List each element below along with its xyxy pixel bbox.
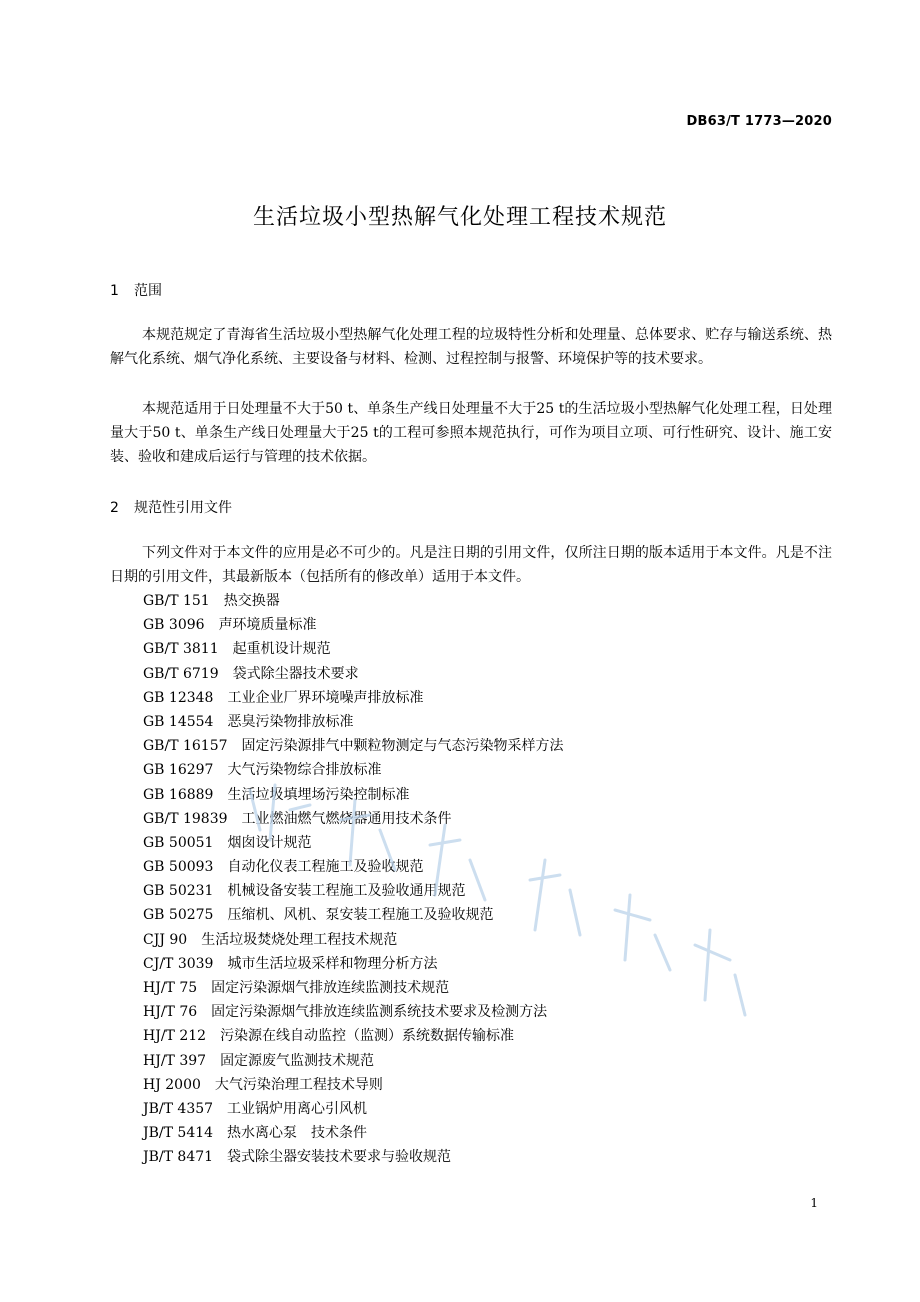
reference-code: GB/T 3811 <box>143 641 219 658</box>
section-number: 2 <box>110 500 119 516</box>
reference-name: 自动化仪表工程施工及验收规范 <box>227 859 424 876</box>
reference-code: JB/T 4357 <box>143 1100 214 1117</box>
reference-code: GB 12348 <box>143 689 214 706</box>
reference-code: GB 16889 <box>143 786 214 803</box>
section-1-paragraph-2: 本规范适用于日处理量不大于50 t、单条生产线日处理量不大于25 t的生活垃圾小型热解气化处理工程，日处理量大于50 t、单条生产线日处理量大于25 t的工程可参照本规范执行，可作为项目立项、可行性研究、设计、施工安装、验收和建成后运行与管理的技术依据。 <box>110 401 832 465</box>
reference-code: GB 3096 <box>143 617 205 634</box>
reference-name: 袋式除尘器安装技术要求与验收规范 <box>227 1149 452 1166</box>
reference-item <box>143 589 564 613</box>
document-title: 生活垃圾小型热解气化处理工程技术规范 <box>252 205 667 230</box>
reference-name: 热交换器 <box>223 593 280 609</box>
document-code: DB63/T 1773—2020 <box>686 114 832 129</box>
reference-code: HJ/T 75 <box>143 980 198 996</box>
reference-item <box>143 783 564 807</box>
reference-code: HJ 2000 <box>143 1076 201 1093</box>
reference-name: 恶臭污染物排放标准 <box>227 713 354 730</box>
section-2-heading <box>110 497 232 517</box>
reference-name: 生活垃圾填埋场污染控制标准 <box>227 786 410 803</box>
reference-code: HJ/T 76 <box>143 1004 198 1021</box>
reference-name: 城市生活垃圾采样和物理分析方法 <box>227 955 438 972</box>
reference-code: GB/T 19839 <box>143 810 228 827</box>
reference-item <box>143 952 564 976</box>
reference-code: CJ/T 3039 <box>143 955 214 972</box>
reference-code: GB 50275 <box>143 907 214 924</box>
reference-code: JB/T 5414 <box>143 1125 214 1142</box>
page-number: 1 <box>810 1196 818 1210</box>
reference-item <box>143 1097 564 1121</box>
reference-item <box>143 903 564 927</box>
reference-name: 工业企业厂界环境噪声排放标准 <box>227 689 424 706</box>
reference-list <box>143 589 564 1170</box>
reference-item <box>143 662 564 686</box>
reference-code: GB 50231 <box>143 883 214 900</box>
reference-item <box>143 734 564 758</box>
reference-code: GB 16297 <box>143 762 214 779</box>
reference-code: GB 14554 <box>143 713 214 730</box>
reference-item <box>143 879 564 903</box>
reference-code: GB 50093 <box>143 859 214 876</box>
reference-name: 烟囱设计规范 <box>227 834 312 851</box>
reference-name: 工业燃油燃气燃烧器通用技术条件 <box>241 810 452 827</box>
reference-item <box>143 686 564 710</box>
reference-code: JB/T 8471 <box>143 1149 214 1166</box>
reference-name: 固定污染源烟气排放连续监测系统技术要求及检测方法 <box>211 1004 548 1021</box>
reference-name: 固定污染源排气中颗粒物测定与气态污染物采样方法 <box>241 738 564 755</box>
reference-item <box>143 1024 564 1048</box>
reference-item <box>143 928 564 952</box>
reference-item <box>143 637 564 661</box>
reference-item <box>143 1145 564 1169</box>
reference-code: CJJ 90 <box>143 931 188 948</box>
reference-item <box>143 613 564 637</box>
reference-code: GB 50051 <box>143 834 214 851</box>
reference-item <box>143 1049 564 1073</box>
reference-item <box>143 1000 564 1024</box>
reference-item <box>143 758 564 782</box>
reference-name: 固定源废气监测技术规范 <box>220 1052 375 1069</box>
reference-code: GB/T 16157 <box>143 738 228 755</box>
reference-name: 污染源在线自动监控（监测）系统数据传输标准 <box>220 1028 515 1045</box>
reference-code: HJ/T 397 <box>143 1052 207 1069</box>
section-2-paragraph-1: 下列文件对于本文件的应用是必不可少的。凡是注日期的引用文件，仅所注日期的版本适用于本文件。凡是不注日期的引用文件，其最新版本（包括所有的修改单）适用于本文件。 <box>110 545 832 585</box>
reference-name: 大气污染物综合排放标准 <box>227 762 382 779</box>
reference-name: 袋式除尘器技术要求 <box>232 665 359 682</box>
section-heading-text: 范围 <box>134 283 162 299</box>
reference-item <box>143 976 564 1000</box>
reference-code: HJ/T 212 <box>143 1028 207 1045</box>
reference-name: 压缩机、风机、泵安装工程施工及验收规范 <box>227 907 494 924</box>
reference-name: 固定污染源烟气排放连续监测技术规范 <box>211 980 450 996</box>
reference-name: 生活垃圾焚烧处理工程技术规范 <box>201 931 398 948</box>
reference-name: 机械设备安装工程施工及验收通用规范 <box>227 883 466 900</box>
reference-name: 起重机设计规范 <box>232 641 331 658</box>
section-number: 1 <box>110 283 119 299</box>
section-1-heading <box>110 280 162 300</box>
reference-item <box>143 831 564 855</box>
reference-item <box>143 710 564 734</box>
reference-name: 工业锅炉用离心引风机 <box>227 1100 368 1117</box>
reference-item <box>143 855 564 879</box>
reference-code: GB/T 151 <box>143 593 210 609</box>
reference-name: 热水离心泵 技术条件 <box>227 1125 368 1142</box>
reference-name: 大气污染治理工程技术导则 <box>214 1076 383 1093</box>
section-1-paragraph-1: 本规范规定了青海省生活垃圾小型热解气化处理工程的垃圾特性分析和处理量、总体要求、贮存与输送系统、热解气化系统、烟气净化系统、主要设备与材料、检测、过程控制与报警、环境保护等的技术要求。 <box>110 327 832 367</box>
reference-item <box>143 1073 564 1097</box>
section-heading-text: 规范性引用文件 <box>134 500 232 516</box>
reference-name: 声环境质量标准 <box>218 617 317 634</box>
reference-code: GB/T 6719 <box>143 665 219 682</box>
reference-item <box>143 807 564 831</box>
reference-item <box>143 1121 564 1145</box>
